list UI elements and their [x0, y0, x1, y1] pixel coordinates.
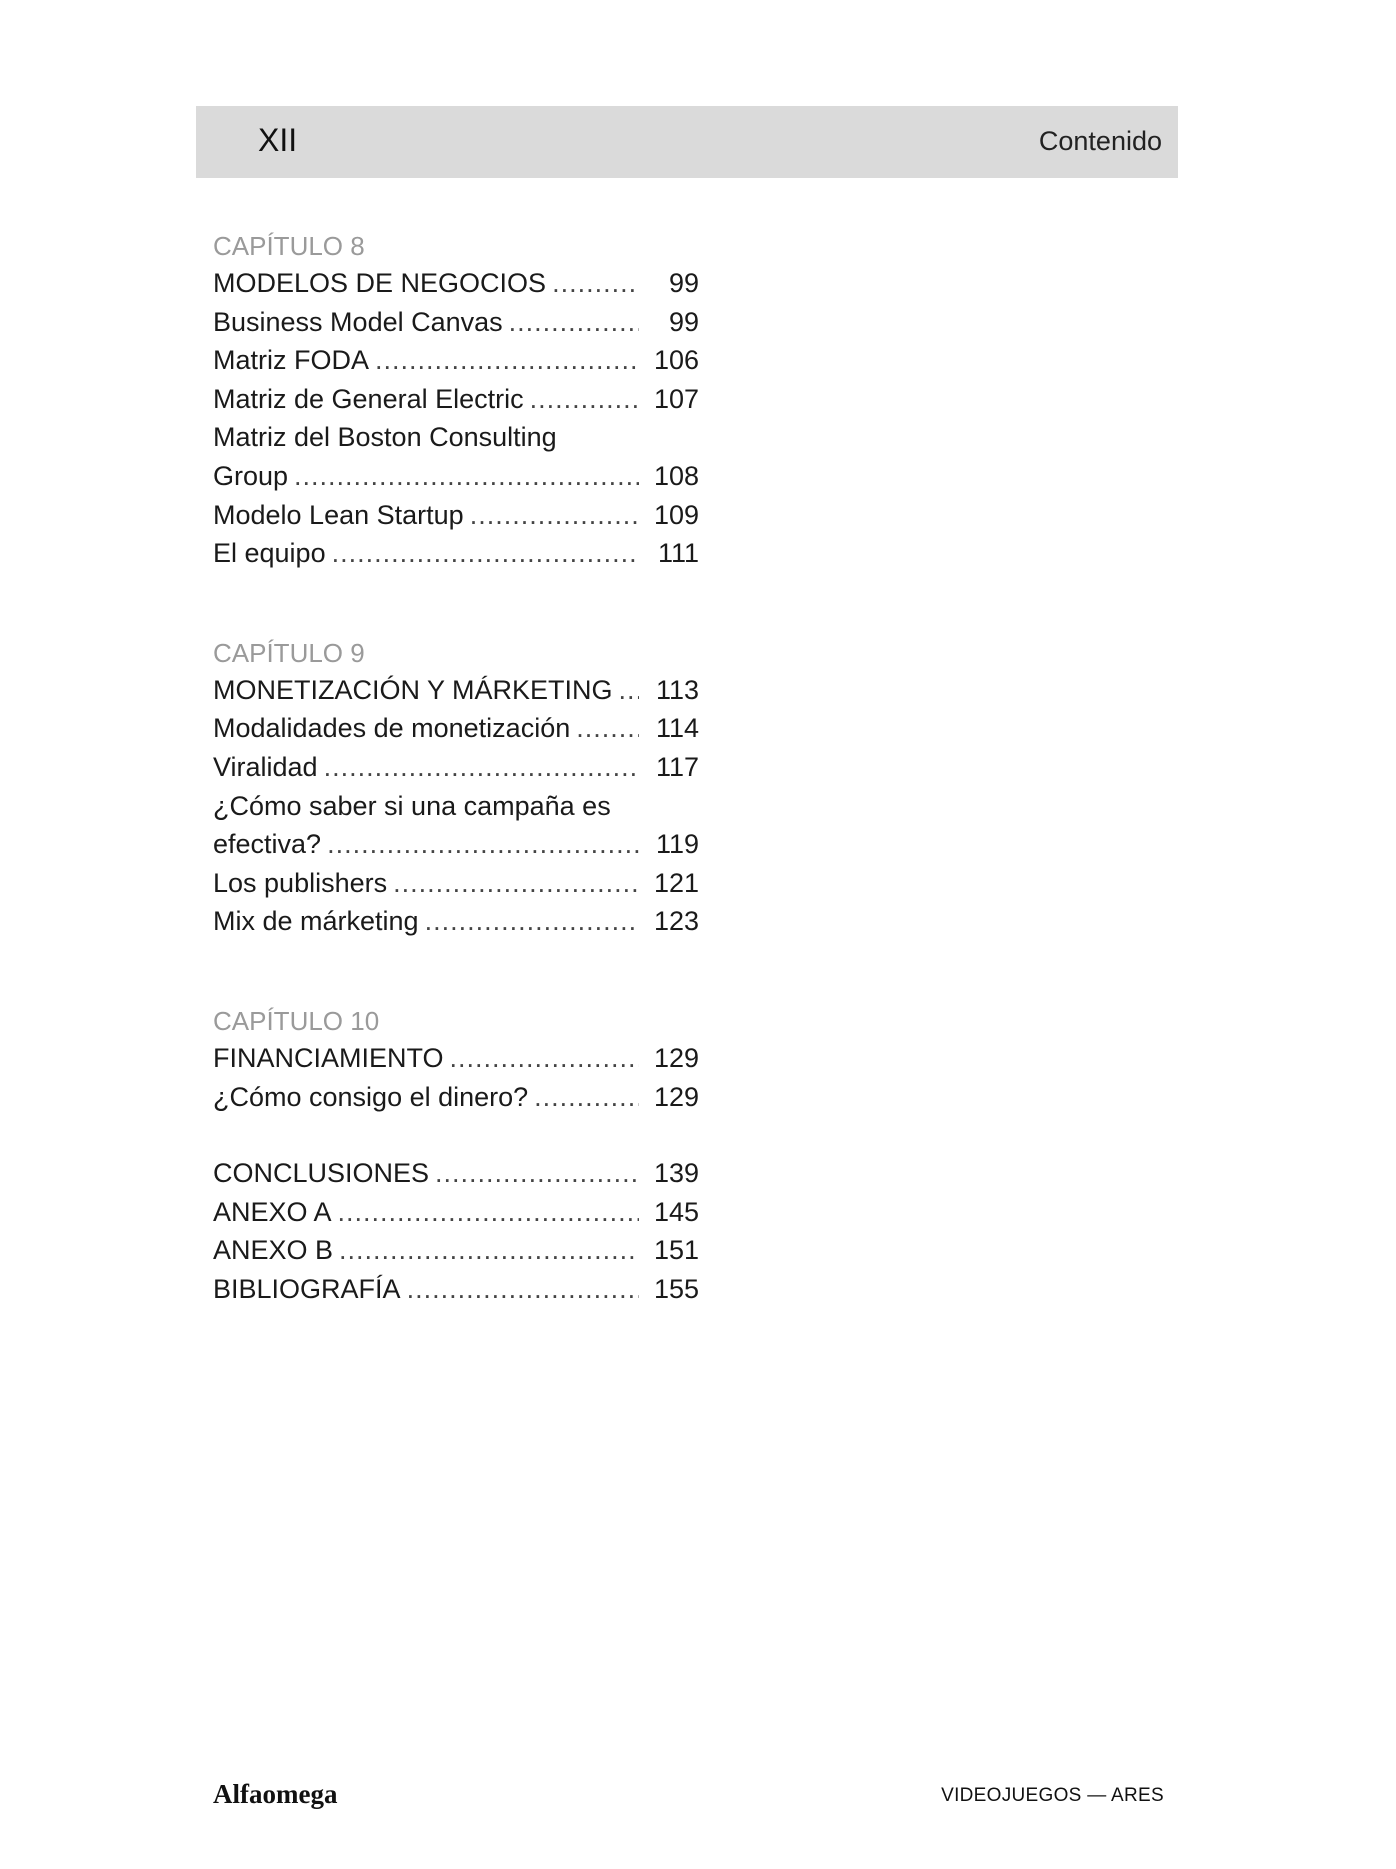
toc-entry-title: Matriz FODA [213, 345, 370, 376]
spacer [213, 941, 699, 1003]
toc-entry-title-line1: ¿Cómo saber si una campaña es [213, 790, 611, 821]
toc-entry [213, 1231, 699, 1270]
toc-entry [213, 709, 699, 748]
chapter-label: CAPÍTULO 9 [213, 637, 365, 668]
chapter-10-section [213, 1003, 699, 1116]
toc-entry [213, 534, 699, 573]
chapter-8-section [213, 228, 699, 573]
toc-entry-page: 119 [655, 829, 699, 860]
toc-entry [213, 496, 699, 535]
footer-book-title: VIDEOJUEGOS — ARES [941, 1785, 1164, 1806]
dot-leader [530, 380, 639, 419]
toc-entry-page: 111 [657, 538, 699, 569]
toc-entry-page: 151 [653, 1235, 699, 1266]
dot-leader [393, 864, 639, 903]
toc-entry-title: FINANCIAMIENTO [213, 1042, 444, 1073]
header-title: Contenido [1038, 126, 1162, 156]
toc-entry-title-line1: Matriz del Boston Consulting [213, 422, 557, 453]
back-matter-section [213, 1154, 699, 1308]
dot-leader [338, 1193, 639, 1232]
toc-entry [213, 303, 699, 342]
table-of-contents [213, 228, 699, 1308]
toc-entry-page: 107 [653, 383, 699, 414]
toc-entry [213, 457, 699, 496]
toc-entry-page: 129 [653, 1042, 699, 1073]
toc-entry-title: Matriz de General Electric [213, 383, 524, 414]
toc-entry-title: MODELOS DE NEGOCIOS [213, 268, 547, 298]
toc-entry [213, 264, 699, 303]
toc-entry-title: ANEXO B [213, 1235, 334, 1266]
spacer [213, 1116, 699, 1154]
toc-entry [213, 341, 699, 380]
toc-entry [213, 1154, 699, 1193]
header-bar [196, 106, 1178, 178]
toc-entry-page: 99 [668, 268, 699, 298]
toc-entry-page: 139 [653, 1158, 699, 1189]
dot-leader [552, 264, 639, 303]
dot-leader [324, 748, 639, 787]
toc-entry-page: 117 [655, 751, 699, 782]
toc-entry [213, 864, 699, 903]
dot-leader [619, 671, 639, 710]
dot-leader [425, 902, 639, 941]
page-number: XII [258, 122, 298, 158]
toc-entry-page: 99 [668, 306, 699, 337]
chapter-label: CAPÍTULO 10 [213, 1005, 380, 1036]
toc-entry [213, 1270, 699, 1309]
toc-entry [213, 1078, 699, 1117]
toc-entry-page: 129 [653, 1081, 699, 1112]
toc-entry-title: Modelo Lean Startup [213, 499, 464, 530]
dot-leader [407, 1270, 639, 1309]
toc-entry-title: Modalidades de monetización [213, 713, 571, 744]
toc-entry-page: 155 [653, 1273, 699, 1304]
dot-leader [435, 1154, 639, 1193]
toc-entry-title: Business Model Canvas [213, 306, 503, 337]
toc-entry [213, 671, 699, 710]
toc-entry-title: Los publishers [213, 867, 388, 898]
toc-entry-title: CONCLUSIONES [213, 1158, 430, 1189]
toc-entry [213, 902, 699, 941]
chapter-9-section [213, 635, 699, 941]
dot-leader [327, 825, 639, 864]
dot-leader [450, 1039, 639, 1078]
toc-entry-page: 113 [655, 674, 699, 705]
toc-entry [213, 748, 699, 787]
toc-entry [213, 825, 699, 864]
toc-entry-title: El equipo [213, 538, 326, 569]
toc-entry-page: 114 [655, 713, 699, 744]
dot-leader [534, 1078, 639, 1117]
spacer [213, 573, 699, 635]
dot-leader [294, 457, 639, 496]
toc-entry-title: Viralidad [213, 751, 318, 782]
toc-entry-title: MONETIZACIÓN Y MÁRKETING [213, 674, 613, 705]
toc-entry-title: Mix de márketing [213, 906, 419, 937]
toc-entry-page: 121 [653, 867, 699, 898]
toc-entry-page: 123 [653, 906, 699, 937]
toc-entry-title: efectiva? [213, 829, 322, 860]
toc-entry-title: BIBLIOGRAFÍA [213, 1273, 401, 1304]
toc-entry [213, 380, 699, 419]
toc-entry-title: ¿Cómo consigo el dinero? [213, 1081, 529, 1112]
dot-leader [339, 1231, 639, 1270]
toc-entry-page: 109 [653, 499, 699, 530]
toc-entry [213, 1193, 699, 1232]
toc-entry-page: 106 [653, 345, 699, 376]
dot-leader [509, 303, 639, 342]
toc-entry-page: 108 [653, 460, 699, 491]
footer-publisher: Alfaomega [213, 1779, 338, 1809]
dot-leader [375, 341, 639, 380]
chapter-label: CAPÍTULO 8 [213, 231, 365, 261]
dot-leader [576, 709, 639, 748]
dot-leader [332, 534, 639, 573]
toc-entry-title: Group [213, 460, 289, 491]
toc-entry-title: ANEXO A [213, 1196, 332, 1227]
toc-entry-page: 145 [653, 1196, 699, 1227]
dot-leader [470, 496, 639, 535]
toc-entry [213, 1039, 699, 1078]
